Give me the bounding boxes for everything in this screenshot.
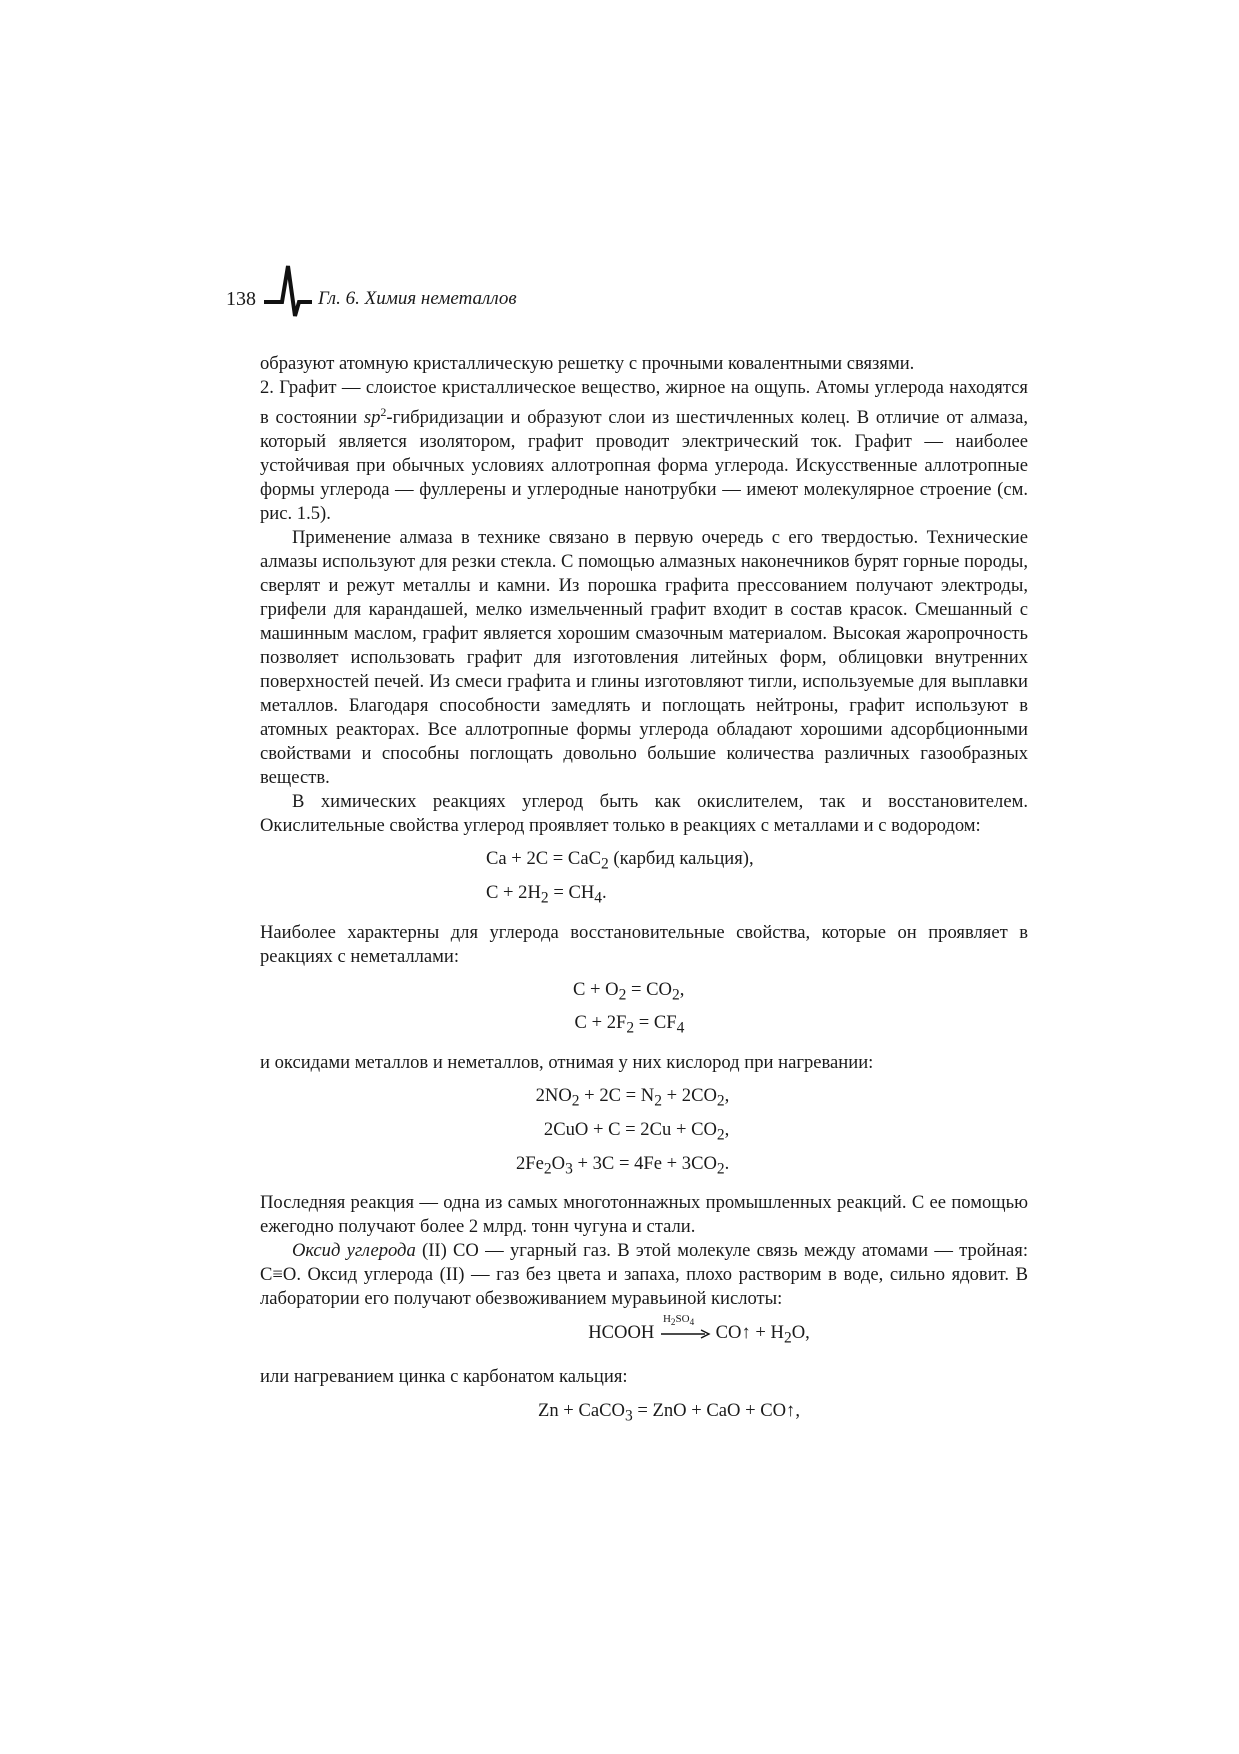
paragraph-co [260, 1239, 1028, 1311]
paragraph-reactions: В химических реакциях углерод быть как окислителем, так и восстановителем. Окислительные свойства углерод проявляет только в реакциях с металлами и с водородом: [260, 791, 1028, 837]
equation-formic-acid [260, 1313, 1028, 1353]
equation-note: (карбид кальция), [613, 848, 754, 870]
sp-notation: sp [363, 407, 381, 429]
equation: $2Fe_2O_3 + 3C = 4Fe + 3CO_2$. [516, 1152, 730, 1178]
paragraph: образуют атомную кристаллическую решетку с прочными ковалентными связями. [260, 353, 915, 374]
equation-zinc [260, 1397, 1028, 1431]
paragraph-oxides: и оксидами металлов и неметаллов, отнимая у них кислород при нагревании: [260, 1052, 874, 1074]
equation: Ca + 2C = CaC$_2$ (карбид кальция), [486, 848, 754, 873]
equation-block-nonmetals [573, 976, 684, 1043]
paragraph-zinc: или нагреванием цинка с карбонатом кальция: [260, 1365, 628, 1387]
equation: HCOOH $H_2SO_4$ CO↑ + $H_2O$, [588, 1322, 810, 1343]
running-title: Гл. 6. Химия неметаллов [318, 288, 517, 309]
equation: Zn + CaCO$_3$ = ZnO + CaO + CO↑, [538, 1399, 800, 1425]
arrow-label: $H_2SO_4$ [662, 1313, 695, 1328]
paragraph-graphite [260, 376, 1028, 526]
equation: $2NO_2 + 2C = N_2 + 2CO_2$, [535, 1085, 730, 1110]
page-body [260, 352, 1028, 1443]
equation: $C + 2H_2 = CH_4$. [486, 881, 607, 907]
equation: $C + 2F_2 = CF_4$ [574, 1012, 685, 1038]
term-italic: Оксид углерода [292, 1240, 416, 1262]
page-header [226, 258, 1046, 318]
pulse-logo-icon [262, 262, 314, 323]
text-run: (II) CO — угарный газ. В этой молекуле связь между атомами — тройная: C≡O. Оксид углерода (II) — газ без цвета и запаха, плохо растворим в воде, сильно ядовит. В лаборатории его получают обезвоживанием муравьиной кислоты: [260, 1240, 1028, 1310]
equation-block-oxides [516, 1082, 729, 1183]
text-run: 2. Графит — слоистое кристаллическое вещество, жирное на ощупь. Атомы углерода находятся в состоянии [260, 377, 1028, 429]
paragraph-application: Применение алмаза в технике связано в первую очередь с его твердостью. Технические алмазы используют для резки стекла. С помощью алмазных наконечников бурят горные породы, сверлят и режут металлы и камни. Из порошка графита прессованием получают электроды, грифели для карандашей, мелко измельченный графит входит в состав красок. Смешанный с машинным маслом, графит является хорошим смазочным материалом. Высокая жаропрочность позволяет использовать графит для изготовления литейных форм, облицовки внутренних поверхностей печей. Из смеси графита и глины изготовляют тигли, используемые для выплавки металлов. Благодаря способности замедлять и поглощать нейтроны, графит используют в атомных реакторах. Все аллотропные формы углерода обладают хорошими адсорбционными свойствами и способны поглощать довольно большие количества различных газообразных веществ. [260, 527, 1028, 789]
equation-block-oxidizer [486, 845, 754, 912]
equation: $2CuO + C = 2Cu + CO_2$, [543, 1118, 730, 1144]
paragraph-industrial: Последняя реакция — одна из самых многотоннажных промышленных реакций. С ее помощью ежегодно получают более 2 млрд. тонн чугуна и стали. [260, 1192, 1028, 1238]
text-run: -гибридизации и образуют слои из шестичленных колец. В отличие от алмаза, который является изолятором, графит проводит электрический ток. Графит — наиболее устойчивая при обычных условиях аллотропная форма углерода. Искусственные аллотропные формы углерода — фуллерены и углеродные нанотрубки — имеют молекулярное строение (см. рис. 1.5). [260, 407, 1028, 525]
equation: $C + O_2 = CO_2$, [573, 978, 685, 1004]
reaction-arrow [659, 1313, 711, 1347]
page-number: 138 [226, 288, 256, 310]
superscript: 2 [380, 405, 387, 419]
paragraph-reducer: Наиболее характерны для углерода восстановительные свойства, которые он проявляет в реакциях с неметаллами: [260, 921, 1028, 967]
